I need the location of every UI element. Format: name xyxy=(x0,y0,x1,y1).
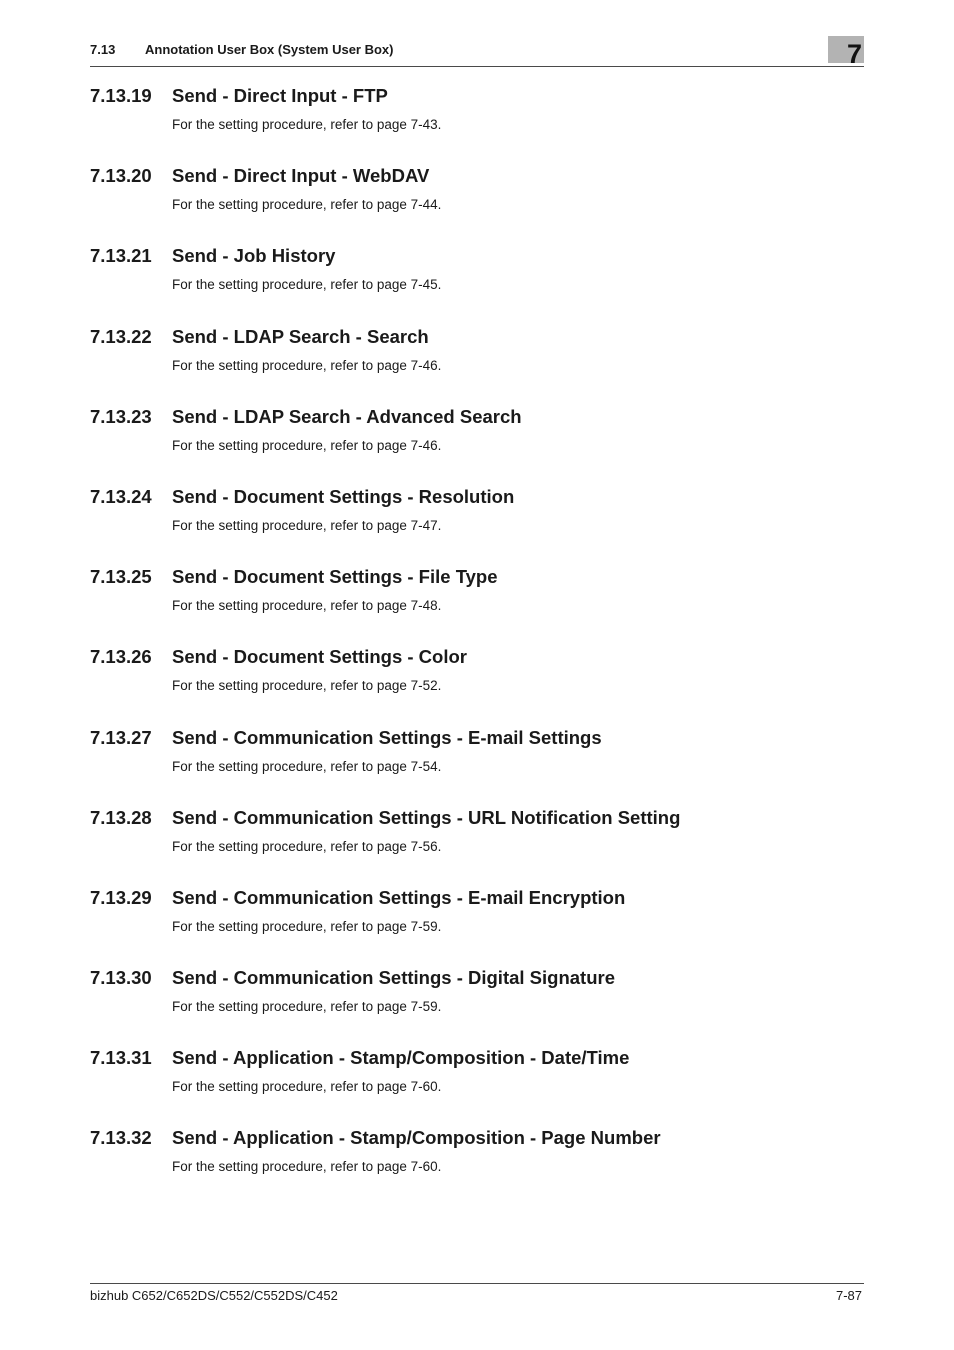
section-heading xyxy=(90,887,625,909)
header-section-title: Annotation User Box (System User Box) xyxy=(145,42,394,57)
section-heading xyxy=(90,1047,629,1069)
section-7-13-21 xyxy=(90,245,864,325)
section-number: 7.13.19 xyxy=(90,85,152,106)
footer-page-number: 7-87 xyxy=(835,1288,862,1303)
section-number: 7.13.25 xyxy=(90,566,152,588)
section-title: Send - Direct Input - FTP xyxy=(172,85,388,106)
section-number: 7.13.32 xyxy=(90,1127,152,1149)
section-body: For the setting procedure, refer to page 7-46. xyxy=(172,437,442,453)
section-7-13-31 xyxy=(90,1047,864,1127)
section-heading xyxy=(90,646,467,668)
section-body: For the setting procedure, refer to page 7-60. xyxy=(172,1159,442,1175)
header-section-number: 7.13 xyxy=(90,42,116,57)
section-heading xyxy=(90,727,602,749)
section-body: For the setting procedure, refer to page 7-46. xyxy=(172,357,442,373)
section-title: Send - LDAP Search - Search xyxy=(172,325,429,347)
section-heading xyxy=(90,85,388,107)
section-body: For the setting procedure, refer to page 7-54. xyxy=(172,758,442,774)
section-7-13-32 xyxy=(90,1127,864,1207)
section-body: For the setting procedure, refer to page 7-43. xyxy=(172,117,442,132)
section-number: 7.13.30 xyxy=(90,967,152,989)
section-7-13-29 xyxy=(90,887,864,967)
section-title: Send - Communication Settings - E-mail Settings xyxy=(172,726,602,748)
section-title: Send - Job History xyxy=(172,245,336,267)
section-body: For the setting procedure, refer to page 7-59. xyxy=(172,999,442,1015)
section-number: 7.13.28 xyxy=(90,806,152,828)
section-body: For the setting procedure, refer to page 7-59. xyxy=(172,918,442,934)
section-title: Send - Communication Settings - Digital Signature xyxy=(172,967,615,989)
section-title: Send - Communication Settings - URL Notification Setting xyxy=(172,806,681,828)
section-number: 7.13.23 xyxy=(90,405,152,427)
section-number: 7.13.22 xyxy=(90,325,152,347)
page-footer xyxy=(90,1283,864,1308)
section-heading xyxy=(90,406,522,428)
section-7-13-23 xyxy=(90,406,864,486)
section-title: Send - Direct Input - WebDAV xyxy=(172,165,430,187)
section-7-13-27 xyxy=(90,727,864,807)
section-title: Send - Application - Stamp/Composition - Page Number xyxy=(172,1127,661,1149)
section-title: Send - Document Settings - Color xyxy=(172,646,467,668)
section-heading xyxy=(90,1127,661,1149)
section-heading xyxy=(90,807,680,829)
section-body: For the setting procedure, refer to page 7-48. xyxy=(172,598,442,614)
section-number: 7.13.31 xyxy=(90,1047,152,1069)
section-body: For the setting procedure, refer to page 7-60. xyxy=(172,1079,442,1095)
section-7-13-30 xyxy=(90,967,864,1047)
section-title: Send - LDAP Search - Advanced Search xyxy=(172,405,522,427)
section-7-13-28 xyxy=(90,807,864,887)
section-7-13-24 xyxy=(90,486,864,566)
chapter-number: 7 xyxy=(846,39,862,69)
section-heading xyxy=(90,245,335,267)
section-title: Send - Application - Stamp/Composition - Date/Time xyxy=(172,1047,630,1069)
footer-model-name: bizhub C652/C652DS/C552/C552DS/C452 xyxy=(90,1288,338,1303)
section-heading xyxy=(90,967,615,989)
section-number: 7.13.24 xyxy=(90,485,152,507)
section-heading xyxy=(90,566,498,588)
section-7-13-22 xyxy=(90,326,864,406)
section-number: 7.13.26 xyxy=(90,646,152,668)
section-number: 7.13.29 xyxy=(90,886,152,908)
section-7-13-26 xyxy=(90,646,864,726)
section-heading xyxy=(90,326,429,348)
section-body: For the setting procedure, refer to page 7-47. xyxy=(172,517,442,533)
section-7-13-25 xyxy=(90,566,864,646)
page-content xyxy=(90,85,864,1208)
section-body: For the setting procedure, refer to page 7-45. xyxy=(172,277,442,293)
section-title: Send - Document Settings - File Type xyxy=(172,566,498,588)
section-number: 7.13.27 xyxy=(90,726,152,748)
section-body: For the setting procedure, refer to page 7-52. xyxy=(172,678,442,694)
section-number: 7.13.20 xyxy=(90,165,152,187)
section-7-13-19 xyxy=(90,85,864,165)
section-heading xyxy=(90,165,429,187)
section-title: Send - Document Settings - Resolution xyxy=(172,485,515,507)
section-number: 7.13.21 xyxy=(90,245,152,267)
section-body: For the setting procedure, refer to page 7-44. xyxy=(172,197,442,213)
section-body: For the setting procedure, refer to page 7-56. xyxy=(172,838,442,854)
page-header xyxy=(90,40,864,67)
section-title: Send - Communication Settings - E-mail Encryption xyxy=(172,886,626,908)
section-7-13-20 xyxy=(90,165,864,245)
section-heading xyxy=(90,486,514,508)
